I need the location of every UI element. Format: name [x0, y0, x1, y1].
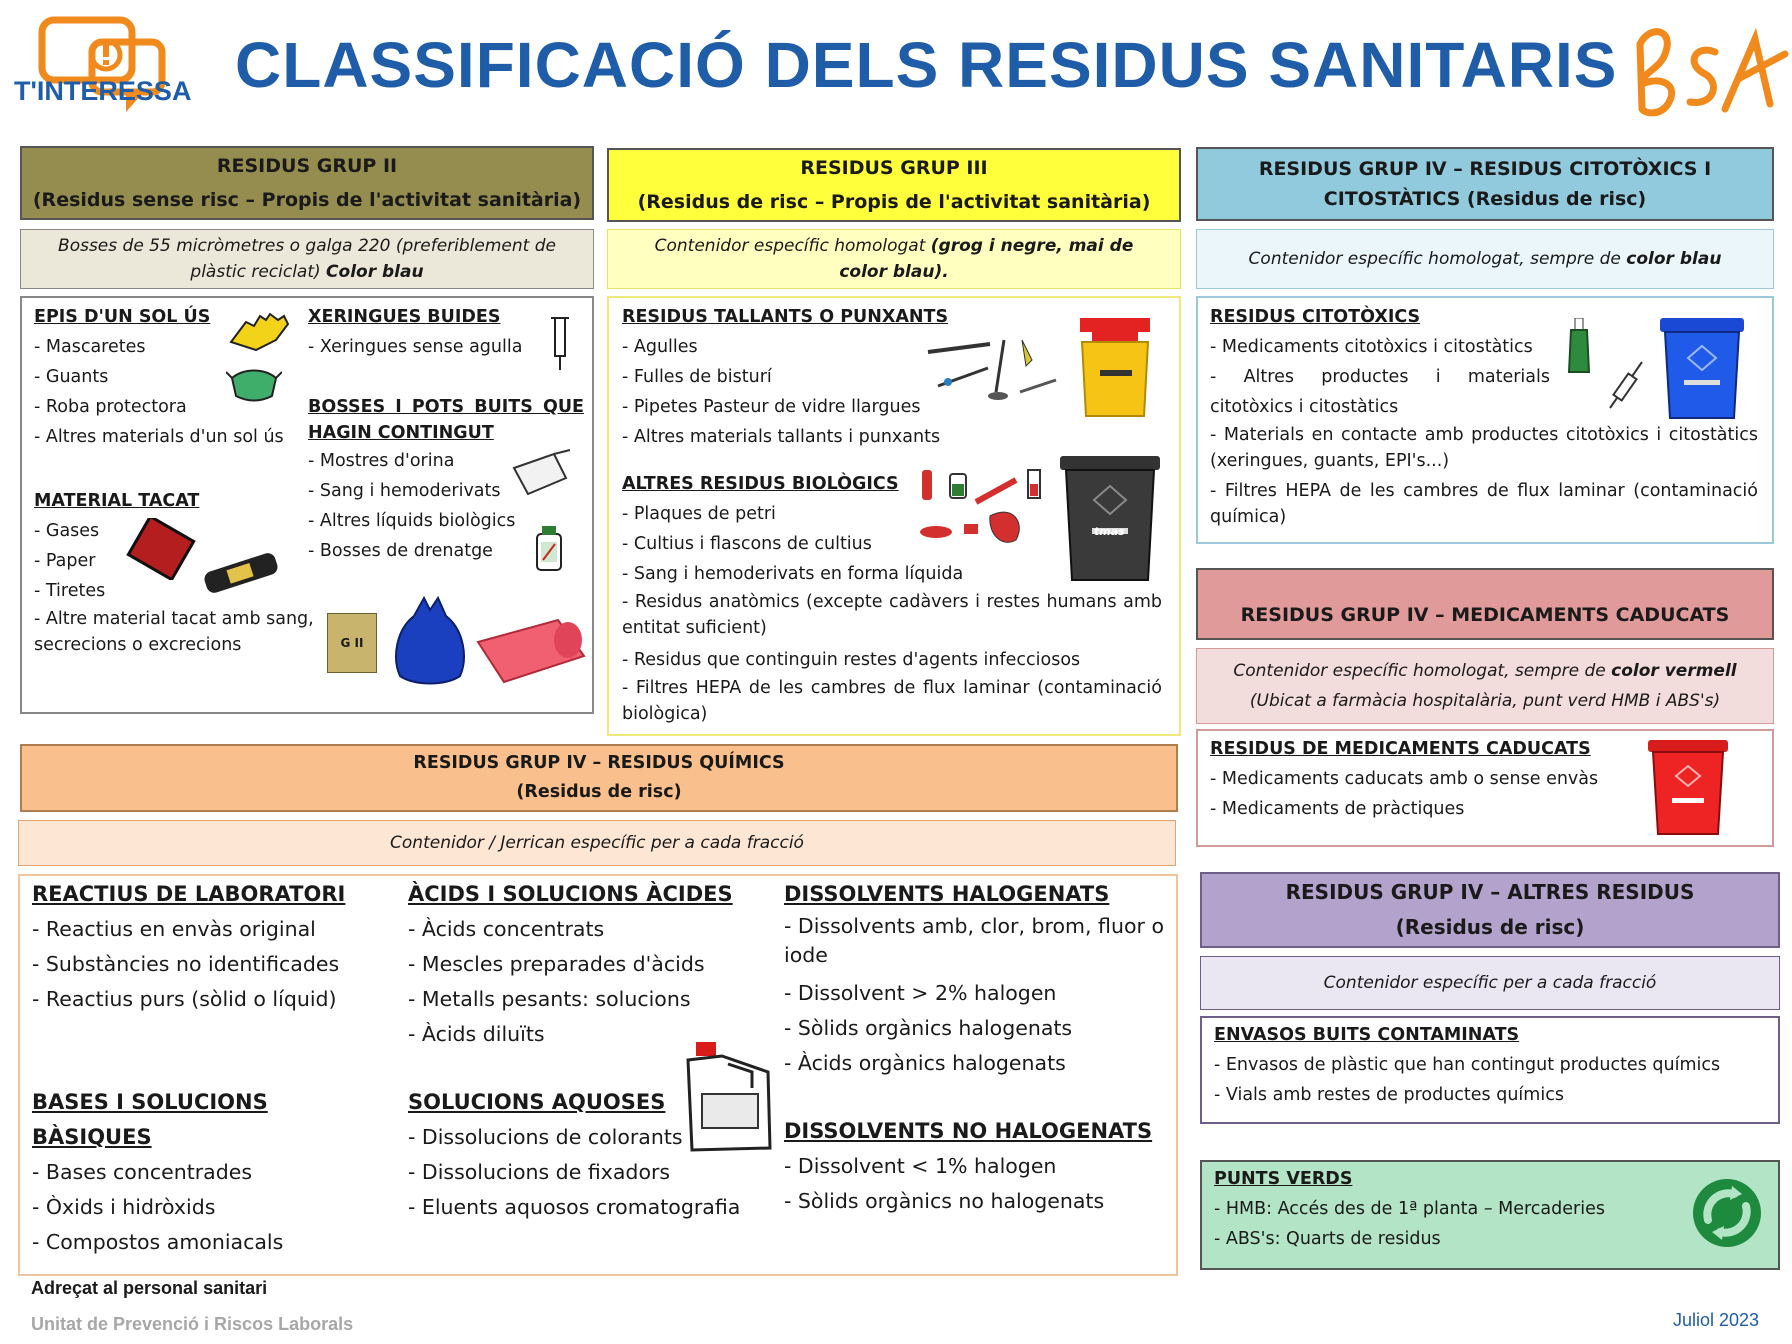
- bases-heading: BASES I SOLUCIONS BÀSIQUES: [32, 1090, 268, 1149]
- group3-title: RESIDUS GRUP III: [800, 157, 988, 179]
- halogenats-heading: DISSOLVENTS HALOGENATS: [784, 882, 1110, 906]
- med-container-bold: color vermell: [1611, 661, 1737, 681]
- audience-text: Adreçat al personal sanitari: [31, 1278, 268, 1298]
- list-item: - Reactius purs (sòlid o líquid): [32, 987, 337, 1011]
- quim-title: RESIDUS GRUP IV – RESIDUS QUÍMICS: [413, 753, 785, 773]
- list-item: - Reactius en envàs original: [32, 917, 316, 941]
- quim-container: [18, 820, 1176, 866]
- list-item: - Dissolucions de fixadors: [408, 1160, 671, 1184]
- list-item: - Filtres HEPA de les cambres de flux laminar (contaminació biològica): [622, 678, 1162, 724]
- no-halogenats-section: [784, 1114, 1164, 1219]
- bases-section: [32, 1085, 392, 1260]
- med-header: [1196, 568, 1774, 640]
- bsa-logo-icon: [1620, 14, 1790, 126]
- aquoses-heading: SOLUCIONS AQUOSES: [408, 1090, 666, 1114]
- list-item: - Fulles de bisturí: [622, 367, 772, 387]
- list-item: - Àcids orgànics halogenats: [784, 1051, 1066, 1075]
- list-item: - Tiretes: [34, 581, 106, 601]
- list-item: - Dissolvents amb, clor, brom, fluor o iode: [784, 914, 1164, 967]
- cito-container-bold: color blau: [1626, 249, 1722, 269]
- drain-bottle-icon: [534, 524, 564, 574]
- list-item: - Xeringues sense agulla: [308, 337, 523, 357]
- list-item: - HMB: Accés des de 1ª planta – Mercaderies: [1214, 1199, 1605, 1219]
- list-item: - Cultius i flascons de cultius: [622, 534, 872, 554]
- xeringues-section: [308, 302, 584, 362]
- list-item: - Pipetes Pasteur de vidre llargues: [622, 397, 921, 417]
- date-text: Juliol 2023: [1672, 1310, 1759, 1330]
- group2-title: RESIDUS GRUP II: [216, 155, 398, 177]
- list-item: - Vials amb restes de productes químics: [1214, 1085, 1564, 1105]
- group3-container-text: Contenidor específic homologat: [654, 236, 926, 256]
- altres-container-text: Contenidor específic per a cada fracció: [1323, 973, 1657, 993]
- list-item: - Dissolucions de colorants: [408, 1125, 683, 1149]
- list-item: - Altre material tacat amb sang, secrecions o excrecions: [34, 609, 314, 655]
- group2-subtitle: (Residus sense risc – Propis de l'activitat sanitària): [32, 189, 582, 211]
- cito-container: [1196, 229, 1774, 289]
- syringe-icon: [1606, 356, 1646, 412]
- group2-container: [20, 229, 594, 289]
- bin-brand: tmas: [1094, 525, 1125, 538]
- list-item: - Eluents aquosos cromatografia: [408, 1195, 741, 1219]
- list-item: - Guants: [34, 367, 109, 387]
- list-item: - Medicaments de pràctiques: [1210, 799, 1465, 819]
- bosses-heading: BOSSES I POTS BUITS QUE HAGIN CONTINGUT: [308, 397, 584, 443]
- list-item: - Paper: [34, 551, 96, 571]
- med-title: RESIDUS GRUP IV – MEDICAMENTS CADUCATS: [1240, 604, 1730, 626]
- list-item: - Bases concentrades: [32, 1160, 253, 1184]
- altres-heading: ENVASOS BUITS CONTAMINATS: [1214, 1025, 1520, 1045]
- unit-text: Unitat de Prevenció i Riscos Laborals: [31, 1314, 354, 1334]
- blue-bag-icon: [392, 594, 468, 688]
- list-item: - ABS's: Quarts de residus: [1214, 1229, 1441, 1249]
- med-container-line2: (Ubicat a farmàcia hospitalària, punt verd HMB i ABS's): [1249, 691, 1721, 711]
- list-item: - Àcids diluïts: [408, 1022, 545, 1046]
- mask-icon: [226, 364, 282, 404]
- sharps-icon: [924, 330, 1062, 402]
- blue-bin-icon: [1660, 318, 1744, 420]
- punts-verds-heading: PUNTS VERDS: [1214, 1169, 1353, 1189]
- list-item: - Dissolvent < 1% halogen: [784, 1154, 1057, 1178]
- altres-title: RESIDUS GRUP IV – ALTRES RESIDUS: [1285, 880, 1695, 904]
- tallants-heading: RESIDUS TALLANTS O PUNXANTS: [622, 307, 949, 327]
- tallants-section: [622, 302, 952, 452]
- list-item: - Altres líquids biològics: [308, 511, 516, 531]
- black-bin-icon: [1060, 456, 1160, 582]
- punts-verds-section: [1214, 1164, 1674, 1254]
- list-item: - Filtres HEPA de les cambres de flux laminar (contaminació química): [1210, 481, 1758, 527]
- list-item: - Altres materials d'un sol ús: [34, 427, 284, 447]
- yellow-sharps-bin-icon: [1074, 318, 1156, 418]
- list-item: - Plaques de petri: [622, 504, 776, 524]
- list-item: - Residus anatòmics (excepte cadàvers i restes humans amb entitat suficient): [622, 592, 1162, 638]
- list-item: - Compostos amoniacals: [32, 1230, 284, 1254]
- vial-icon: [1566, 318, 1592, 374]
- med-container: [1196, 648, 1774, 724]
- list-item: - Altres productes i materials citotòxics i citostàtics: [1210, 367, 1550, 417]
- bag-label: G II: [340, 636, 364, 650]
- list-item: - Mostres d'orina: [308, 451, 455, 471]
- list-item: - Sòlids orgànics halogenats: [784, 1016, 1073, 1040]
- tacat-heading: MATERIAL TACAT: [34, 491, 200, 511]
- med-heading: RESIDUS DE MEDICAMENTS CADUCATS: [1210, 739, 1591, 759]
- cito-heading: RESIDUS CITOTÒXICS: [1210, 307, 1421, 327]
- med-section: [1210, 734, 1650, 824]
- list-item: - Sang i hemoderivats en forma líquida: [622, 564, 964, 584]
- group3-subtitle: (Residus de risc – Propis de l'activitat sanitària): [637, 191, 1151, 213]
- bio-waste-icon: [916, 468, 1052, 548]
- group2-container-bold: Color blau: [326, 262, 424, 282]
- group3-container-bold: (grog i negre, mai de color blau).: [839, 236, 1134, 282]
- list-item: - Gases: [34, 521, 100, 541]
- chat-bubble-icon: [14, 10, 184, 125]
- list-item: - Sang i hemoderivats: [308, 481, 501, 501]
- bandage-icon: [198, 550, 284, 596]
- group3-container: [607, 229, 1181, 289]
- list-item: - Envasos de plàstic que han contingut productes químics: [1214, 1055, 1721, 1075]
- page-title: CLASSIFICACIÓ DELS RESIDUS SANITARIS: [235, 29, 1618, 101]
- recycle-icon: [1690, 1176, 1764, 1250]
- gloves-icon: [226, 312, 292, 354]
- gauze-icon: [124, 518, 204, 580]
- biologics-heading: ALTRES RESIDUS BIOLÒGICS: [622, 474, 899, 494]
- list-item: - Materials en contacte amb productes citotòxics i citostàtics (xeringues, guants, EPI's...): [1210, 425, 1758, 471]
- red-bag-icon: [474, 616, 588, 686]
- list-item: - Roba protectora: [34, 397, 187, 417]
- altres-container: [1200, 956, 1780, 1010]
- acids-section: [408, 877, 748, 1052]
- list-item: - Altres materials tallants i punxants: [622, 427, 941, 447]
- list-item: - Sòlids orgànics no halogenats: [784, 1189, 1105, 1213]
- altres-subtitle: (Residus de risc): [1395, 915, 1585, 939]
- halogenats-section: [784, 877, 1164, 1081]
- cito-title: RESIDUS GRUP IV – RESIDUS CITOTÒXICS I CITOSTÀTICS (Residus de risc): [1258, 158, 1712, 210]
- med-container-text: Contenidor específic homologat, sempre de: [1233, 661, 1606, 681]
- list-item: - Mescles preparades d'àcids: [408, 952, 705, 976]
- bsa-logo: [1620, 14, 1790, 126]
- quim-header: [20, 744, 1178, 812]
- group3-header: [607, 148, 1181, 222]
- tinteressa-logo: [14, 10, 184, 125]
- list-item: - Agulles: [622, 337, 698, 357]
- quim-container-text: Contenidor / Jerrican específic per a cada fracció: [390, 833, 804, 853]
- list-item: - Medicaments caducats amb o sense envàs: [1210, 769, 1599, 789]
- list-item: - Òxids i hidròxids: [32, 1195, 216, 1219]
- cito-header: [1196, 147, 1774, 221]
- xeringues-heading: XERINGUES BUIDES: [308, 307, 501, 327]
- cito-container-text: Contenidor específic homologat, sempre de: [1248, 249, 1621, 269]
- quim-subtitle: (Residus de risc): [516, 782, 682, 802]
- reactius-section: [32, 877, 392, 1017]
- list-item: - Bosses de drenatge: [308, 541, 493, 561]
- acids-heading: ÀCIDS I SOLUCIONS ÀCIDES: [408, 882, 733, 906]
- reactius-heading: REACTIUS DE LABORATORI: [32, 882, 346, 906]
- group2-container-text: Bosses de 55 micròmetres o galga 220 (preferiblement de plàstic reciclat): [58, 236, 556, 282]
- g2-bag-small: [327, 613, 377, 673]
- list-item: - Medicaments citotòxics i citostàtics: [1210, 337, 1533, 357]
- no-halogenats-heading: DISSOLVENTS NO HALOGENATS: [784, 1119, 1153, 1143]
- altres-header: [1200, 872, 1780, 948]
- epis-heading: EPIS D'UN SOL ÚS: [34, 307, 211, 327]
- group2-header: [20, 146, 594, 220]
- jerrican-icon: [682, 1042, 774, 1152]
- red-bin-icon: [1648, 740, 1728, 836]
- list-item: - Metalls pesants: solucions: [408, 987, 691, 1011]
- sample-bag-icon: [506, 448, 578, 498]
- list-item: - Mascaretes: [34, 337, 146, 357]
- list-item: - Substàncies no identificades: [32, 952, 340, 976]
- logo-text: T'INTERESSA: [14, 76, 192, 106]
- altres-section: [1214, 1020, 1774, 1110]
- list-item: - Residus que continguin restes d'agents infecciosos: [622, 650, 1081, 670]
- syringe-icon: [548, 314, 572, 372]
- list-item: - Àcids concentrats: [408, 917, 605, 941]
- list-item: - Dissolvent > 2% halogen: [784, 981, 1057, 1005]
